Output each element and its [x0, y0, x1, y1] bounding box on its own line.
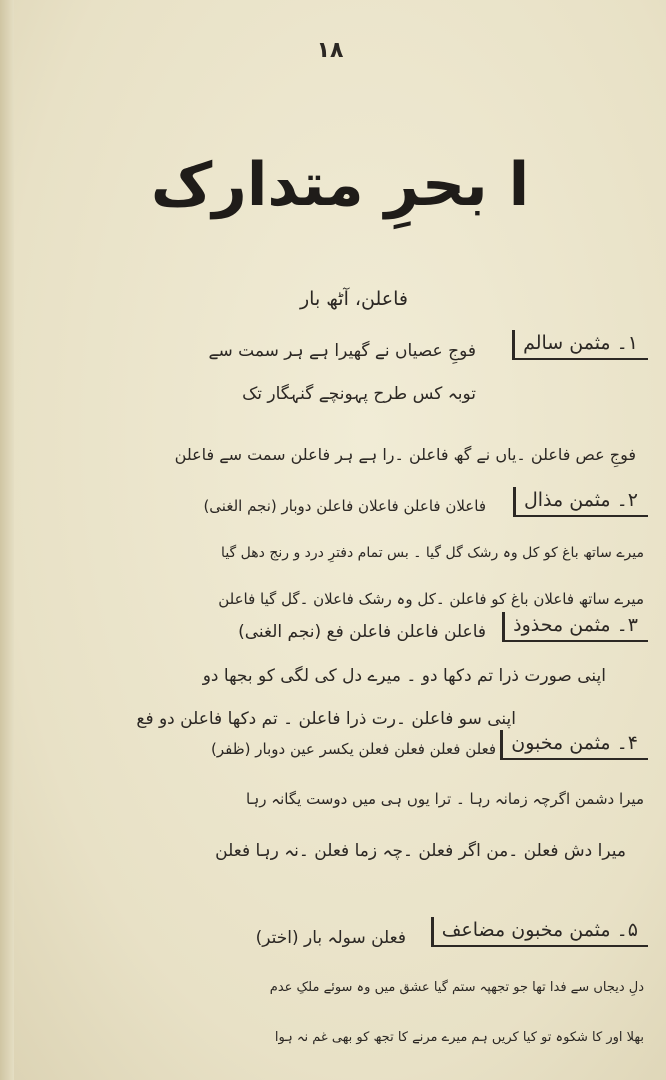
- section-4-verse: میرا دشمن اگرچہ زمانہ رہا ۔ ترا یوں ہی میں دوست یگانہ رہا: [245, 790, 644, 808]
- section-5-verse-1: دلِ دیجاں سے فدا تھا جو تجھپہ ستم گیا عشق میں وہ سوئے ملکِ عدم: [269, 980, 644, 995]
- book-spine-shadow: [0, 0, 14, 1080]
- section-2-heading: ۲۔ مثمن مذال: [513, 487, 648, 517]
- section-5-verse-2: بھلا اور کا شکوہ تو کیا کریں ہم میرے مرنے کا تجھ کو بھی غم نہ ہوا: [274, 1030, 644, 1045]
- section-4-pattern: فعلن فعلن فعلن فعلن یکسر عین دوبار (ظفر): [211, 740, 496, 758]
- section-5-pattern: فعلن سولہ بار (اختر): [255, 928, 406, 948]
- section-2-scansion: میرے ساتھ فاعلان باغ کو فاعلن ۔کل وہ رشک فاعلان ۔گل گیا فاعلن: [218, 590, 644, 608]
- section-3-scansion: اپنی سو فاعلن ۔رت ذرا فاعلن ۔ تم دکھا فاعلن دو فع: [136, 709, 516, 729]
- section-4-heading: ۴۔ مثمن مخبون: [500, 730, 648, 760]
- section-4-scansion: میرا دش فعلن ۔من اگر فعلن ۔چہ زما فعلن ۔نہ رہا فعلن: [215, 841, 626, 861]
- section-1-scansion: فوجِ عص فاعلن ۔یاں نے گھ فاعلن ۔را ہے ہر فاعلن سمت سے فاعلن: [174, 445, 636, 464]
- meter-line: فاعلن، آٹھ بار: [300, 288, 408, 310]
- page-number: ١٨: [316, 38, 344, 63]
- section-3-pattern: فاعلن فاعلن فاعلن فع (نجم الغنی): [238, 622, 486, 642]
- page-title: ا بحرِ متدارک: [150, 150, 530, 220]
- section-1-heading: ۱۔ مثمن سالم: [512, 330, 648, 360]
- section-5-heading: ۵۔ مثمن مخبون مضاعف: [431, 917, 648, 947]
- section-1-verse-1: فوجِ عصیاں نے گھیرا ہے ہر سمت سے: [208, 341, 476, 361]
- section-3-heading: ۳۔ مثمن محذوذ: [502, 612, 648, 642]
- section-2-verse: میرے ساتھ باغ کو کل وہ رشک گل گیا ۔ بس تمام دفترِ درد و رنج دھل گیا: [221, 545, 644, 561]
- section-2-pattern: فاعلان فاعلن فاعلان فاعلن دوبار (نجم الغنی): [203, 497, 486, 515]
- section-3-verse: اپنی صورت ذرا تم دکھا دو ۔ میرے دل کی لگی کو بجھا دو: [202, 666, 606, 686]
- section-1-verse-2: توبہ کس طرح پہونچے گنہگار تک: [242, 384, 476, 404]
